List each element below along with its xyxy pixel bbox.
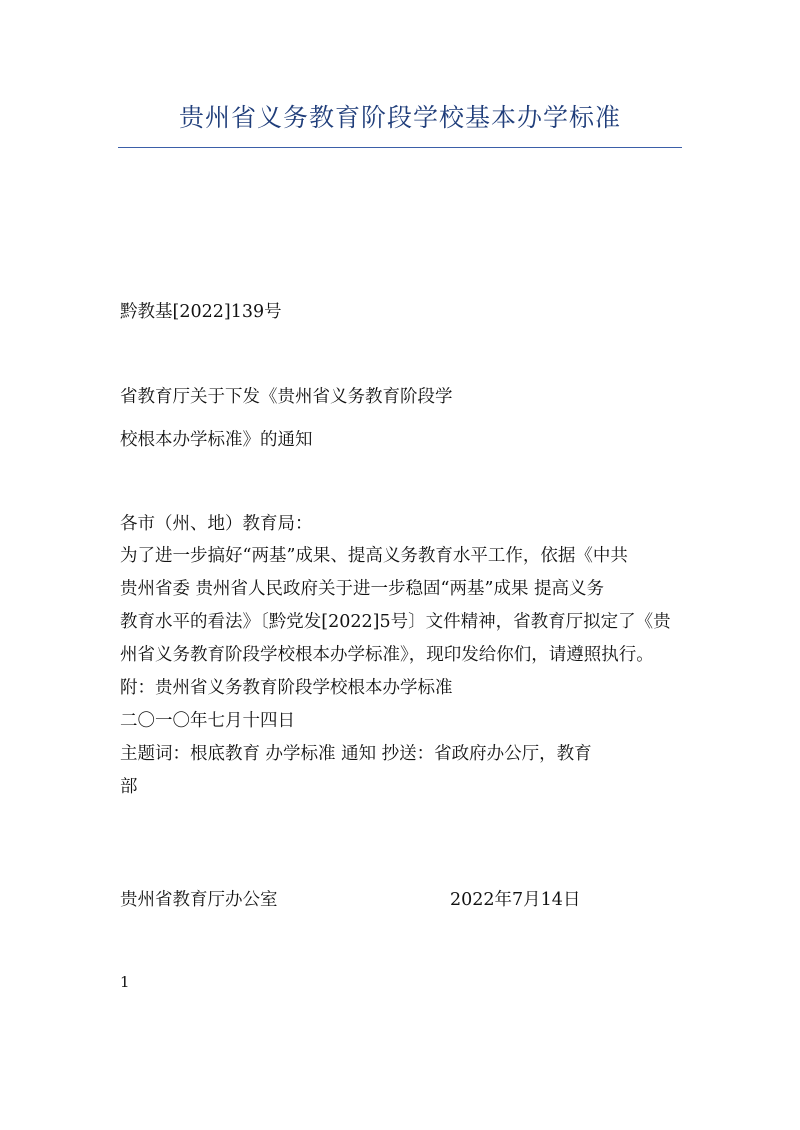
body-line: 为了进一步搞好“两基”成果、提高义务教育水平工作，依据《中共 — [120, 546, 628, 566]
issue-date-line: 二〇一〇年七月十四日 — [120, 711, 295, 731]
body-line: 教育水平的看法》〔黔党发[2022]5号〕文件精神，省教育厅拟定了《贵 — [120, 612, 671, 632]
signature-row — [120, 888, 682, 912]
attachment-line: 附：贵州省义务教育阶段学校根本办学标准 — [120, 678, 453, 698]
title-underline — [118, 147, 682, 148]
page-number: 1 — [120, 973, 130, 991]
signature-organization: 贵州省教育厅办公室 — [120, 890, 278, 910]
notice-title-line-2: 校根本办学标准》的通知 — [120, 430, 313, 450]
body-line: 贵州省委 贵州省人民政府关于进一步稳固“两基”成果 提高义务 — [120, 579, 605, 599]
keywords-line-continued: 部 — [120, 777, 138, 797]
body-line: 州省义务教育阶段学校根本办学标准》，现印发给你们，请遵照执行。 — [120, 645, 654, 665]
keywords-line: 主题词：根底教育 办学标准 通知 抄送：省政府办公厅，教育 — [120, 744, 592, 764]
addressee: 各市（州、地）教育局： — [120, 514, 313, 534]
document-number: 黔教基[2022]139号 — [120, 302, 282, 322]
document-title: 贵州省义务教育阶段学校基本办学标准 — [178, 103, 621, 132]
signature-date: 2022年7月14日 — [450, 890, 581, 910]
notice-title-line-1: 省教育厅关于下发《贵州省义务教育阶段学 — [120, 387, 453, 407]
notice-body — [120, 540, 682, 804]
